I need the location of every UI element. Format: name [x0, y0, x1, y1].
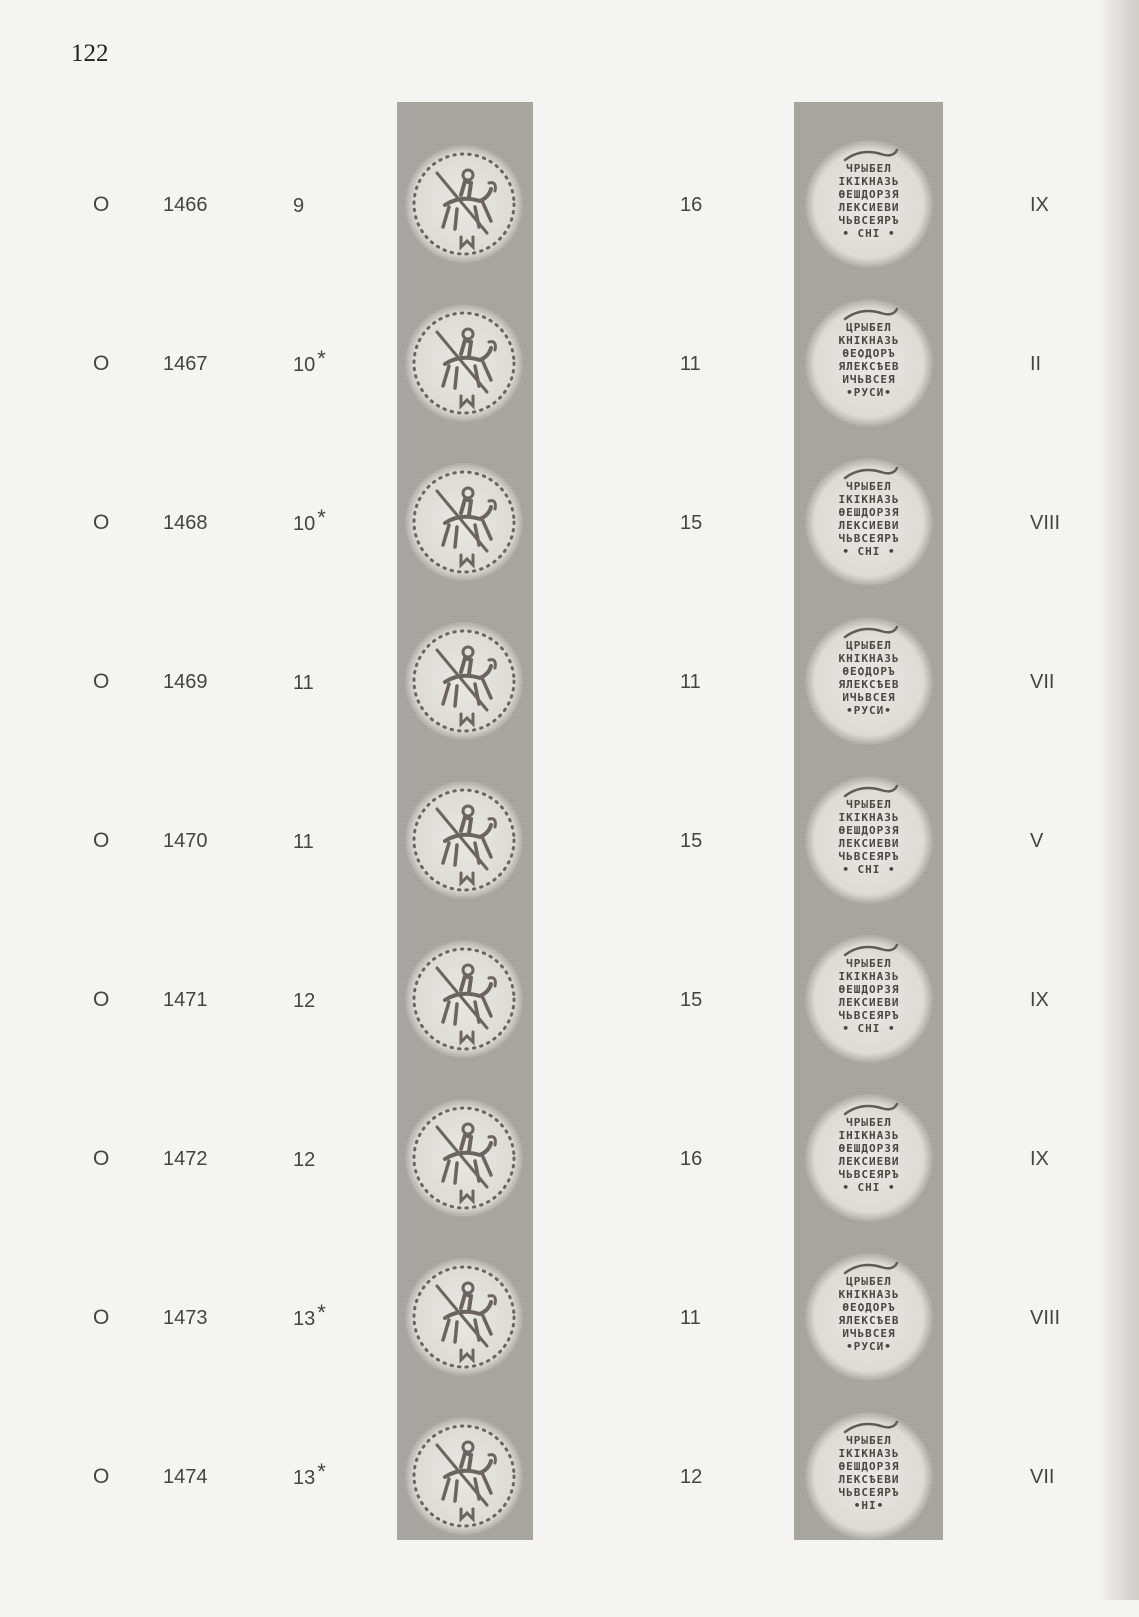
obverse-coin-image [405, 304, 523, 422]
inscription-line: • СНІ • [842, 545, 896, 558]
horseman-lancer-icon [405, 781, 523, 899]
obverse-coin-image [405, 463, 523, 581]
obverse-coin-image [405, 940, 523, 1058]
inscription-line: ЛЕКСИЕВИ [838, 201, 900, 214]
obverse-die-number: 9 [293, 195, 305, 217]
die-axis-roman: VII [1030, 1466, 1055, 1488]
horseman-lancer-icon [405, 463, 523, 581]
reverse-coin-image [805, 140, 933, 268]
inscription-line: ІНІКНАЗЬ [838, 1129, 900, 1142]
reverse-coin-image [805, 299, 933, 427]
reverse-die-number: 12 [680, 1466, 703, 1488]
horseman-lancer-icon [405, 1258, 523, 1376]
die-axis-roman: VIII [1030, 512, 1061, 534]
die-axis-roman: VII [1030, 671, 1055, 693]
page-number: 122 [71, 40, 109, 67]
inscription-line: ЛЕКСѢЕВИ [838, 1473, 900, 1486]
inscription-line: ИЧЬВСЕЯ [842, 691, 896, 704]
reverse-coin-image [805, 1094, 933, 1222]
inscription-line: •НІ• [853, 1499, 885, 1512]
catalogue-row [0, 1116, 1100, 1299]
catalogue-number: 1470 [163, 830, 208, 852]
reverse-inscription [805, 321, 933, 399]
inscription-line: ИЧЬВСЕЯ [842, 373, 896, 386]
inscription-line: • СНІ • [842, 863, 896, 876]
catalogue-row [0, 639, 1100, 822]
catalogue-row [0, 321, 1100, 504]
die-axis-roman: V [1030, 830, 1044, 852]
inscription-line: КНІКНАЗЬ [838, 652, 900, 665]
inscription-line: ѲЕШДОРЗЯ [838, 506, 900, 519]
inscription-line: ИЧЬВСЕЯ [842, 1327, 896, 1340]
reverse-die-number: 11 [680, 671, 701, 693]
inscription-line: ЯЛЕКСѢЕВ [838, 1314, 900, 1327]
coin-type-label: O [93, 1306, 110, 1329]
reverse-die-number: 11 [680, 1307, 701, 1329]
obverse-coin-image [405, 1258, 523, 1376]
catalogue-row [0, 1434, 1100, 1617]
asterisk-mark: * [317, 1459, 326, 1484]
inscription-line: ЧЬВСЕЯРЪ [838, 532, 900, 545]
obverse-die-number: 12 [293, 1149, 316, 1171]
inscription-line: ЧЬВСЕЯРЪ [838, 1168, 900, 1181]
inscription-line: ІКІКНАЗЬ [838, 493, 900, 506]
inscription-line: КНІКНАЗЬ [838, 1288, 900, 1301]
inscription-line: ЛЕКСИЕВИ [838, 837, 900, 850]
inscription-line: ѲЕШДОРЗЯ [838, 983, 900, 996]
inscription-line: ѲЕѺДОРЪ [842, 347, 896, 360]
catalogue-row [0, 957, 1100, 1140]
inscription-line: •РУСИ• [846, 1340, 892, 1353]
reverse-die-number: 15 [680, 830, 703, 852]
obverse-die-number: 11 [293, 672, 314, 694]
reverse-inscription [805, 798, 933, 876]
inscription-line: ЧЬВСЕЯРЪ [838, 214, 900, 227]
inscription-line: ѲЕШДОРЗЯ [838, 1460, 900, 1473]
inscription-line: ЦРЫБЕЛ [846, 1275, 892, 1288]
inscription-line: ЧРЫБЕЛ [846, 798, 892, 811]
reverse-die-number: 15 [680, 989, 703, 1011]
inscription-line: ЯЛЕКСѢЕВ [838, 360, 900, 373]
die-axis-roman: IX [1030, 194, 1049, 216]
inscription-line: ѲЕѺДОРЪ [842, 1301, 896, 1314]
horseman-lancer-icon [405, 622, 523, 740]
inscription-line: ЧЬВСЕЯРЪ [838, 1486, 900, 1499]
obverse-coin-image [405, 781, 523, 899]
asterisk-mark: * [317, 1300, 326, 1325]
reverse-inscription [805, 639, 933, 717]
inscription-line: ЛЕКСИЕВИ [838, 996, 900, 1009]
obverse-coin-image [405, 1417, 523, 1535]
inscription-line: • СНІ • [842, 1022, 896, 1035]
inscription-line: ЦРЫБЕЛ [846, 321, 892, 334]
horseman-lancer-icon [405, 145, 523, 263]
reverse-coin-image [805, 458, 933, 586]
coin-type-label: O [93, 988, 110, 1011]
reverse-inscription [805, 1275, 933, 1353]
die-axis-roman: II [1030, 353, 1042, 375]
coin-type-label: O [93, 1147, 110, 1170]
horseman-lancer-icon [405, 1417, 523, 1535]
obverse-die-number: 13* [293, 1459, 326, 1489]
inscription-line: ЯЛЕКСѢЕВ [838, 678, 900, 691]
obverse-die-number: 11 [293, 831, 314, 853]
inscription-line: ЛЕКСИЕВИ [838, 519, 900, 532]
inscription-line: ЦРЫБЕЛ [846, 639, 892, 652]
inscription-line: ѲЕШДОРЗЯ [838, 188, 900, 201]
reverse-inscription [805, 1116, 933, 1194]
catalogue-number: 1466 [163, 194, 208, 216]
inscription-line: ЧЬВСЕЯРЪ [838, 1009, 900, 1022]
inscription-line: ѲЕШДОРЗЯ [838, 1142, 900, 1155]
inscription-line: •РУСИ• [846, 704, 892, 717]
coin-type-label: O [93, 1465, 110, 1488]
inscription-line: ІКІКНАЗЬ [838, 175, 900, 188]
catalogue-row [0, 798, 1100, 981]
reverse-die-number: 16 [680, 194, 703, 216]
inscription-line: ЧРЫБЕЛ [846, 162, 892, 175]
reverse-inscription [805, 162, 933, 240]
obverse-die-number: 10* [293, 346, 326, 376]
inscription-line: ЧРЫБЕЛ [846, 1116, 892, 1129]
inscription-line: ѲЕѺДОРЪ [842, 665, 896, 678]
reverse-inscription [805, 957, 933, 1035]
page-edge-shadow [1099, 0, 1139, 1600]
inscription-line: ЧРЫБЕЛ [846, 480, 892, 493]
obverse-die-number: 12 [293, 990, 316, 1012]
inscription-line: ЧРЫБЕЛ [846, 1434, 892, 1447]
catalogue-number: 1474 [163, 1466, 208, 1488]
die-axis-roman: IX [1030, 989, 1049, 1011]
coin-type-label: O [93, 511, 110, 534]
inscription-line: •РУСИ• [846, 386, 892, 399]
inscription-line: ЛЕКСИЕВИ [838, 1155, 900, 1168]
coin-type-label: O [93, 352, 110, 375]
inscription-line: КНІКНАЗЬ [838, 334, 900, 347]
reverse-coin-image [805, 776, 933, 904]
catalogue-row [0, 480, 1100, 663]
inscription-line: ІКІКНАЗЬ [838, 970, 900, 983]
die-axis-roman: VIII [1030, 1307, 1061, 1329]
inscription-line: ІКІКНАЗЬ [838, 811, 900, 824]
reverse-coin-image [805, 1412, 933, 1540]
inscription-line: ІКІКНАЗЬ [838, 1447, 900, 1460]
catalogue-number: 1468 [163, 512, 208, 534]
reverse-die-number: 15 [680, 512, 703, 534]
horseman-lancer-icon [405, 1099, 523, 1217]
reverse-inscription [805, 1434, 933, 1512]
catalogue-row [0, 1275, 1100, 1458]
obverse-die-number: 10* [293, 505, 326, 535]
catalogue-number: 1472 [163, 1148, 208, 1170]
coin-type-label: O [93, 829, 110, 852]
horseman-lancer-icon [405, 940, 523, 1058]
reverse-inscription [805, 480, 933, 558]
inscription-line: • СНІ • [842, 227, 896, 240]
coin-type-label: O [93, 670, 110, 693]
catalogue-number: 1473 [163, 1307, 208, 1329]
obverse-coin-image [405, 145, 523, 263]
coin-type-label: O [93, 193, 110, 216]
obverse-die-number: 13* [293, 1300, 326, 1330]
catalogue-row [0, 162, 1100, 345]
inscription-line: ѲЕШДОРЗЯ [838, 824, 900, 837]
catalogue-number: 1471 [163, 989, 208, 1011]
inscription-line: • СНІ • [842, 1181, 896, 1194]
inscription-line: ЧЬВСЕЯРЪ [838, 850, 900, 863]
reverse-coin-image [805, 935, 933, 1063]
die-axis-roman: IX [1030, 1148, 1049, 1170]
inscription-line: ЧРЫБЕЛ [846, 957, 892, 970]
reverse-coin-image [805, 1253, 933, 1381]
obverse-coin-image [405, 1099, 523, 1217]
reverse-die-number: 11 [680, 353, 701, 375]
reverse-coin-image [805, 617, 933, 745]
reverse-die-number: 16 [680, 1148, 703, 1170]
asterisk-mark: * [317, 505, 326, 530]
catalogue-number: 1467 [163, 353, 208, 375]
obverse-coin-image [405, 622, 523, 740]
catalogue-number: 1469 [163, 671, 208, 693]
horseman-lancer-icon [405, 304, 523, 422]
asterisk-mark: * [317, 346, 326, 371]
